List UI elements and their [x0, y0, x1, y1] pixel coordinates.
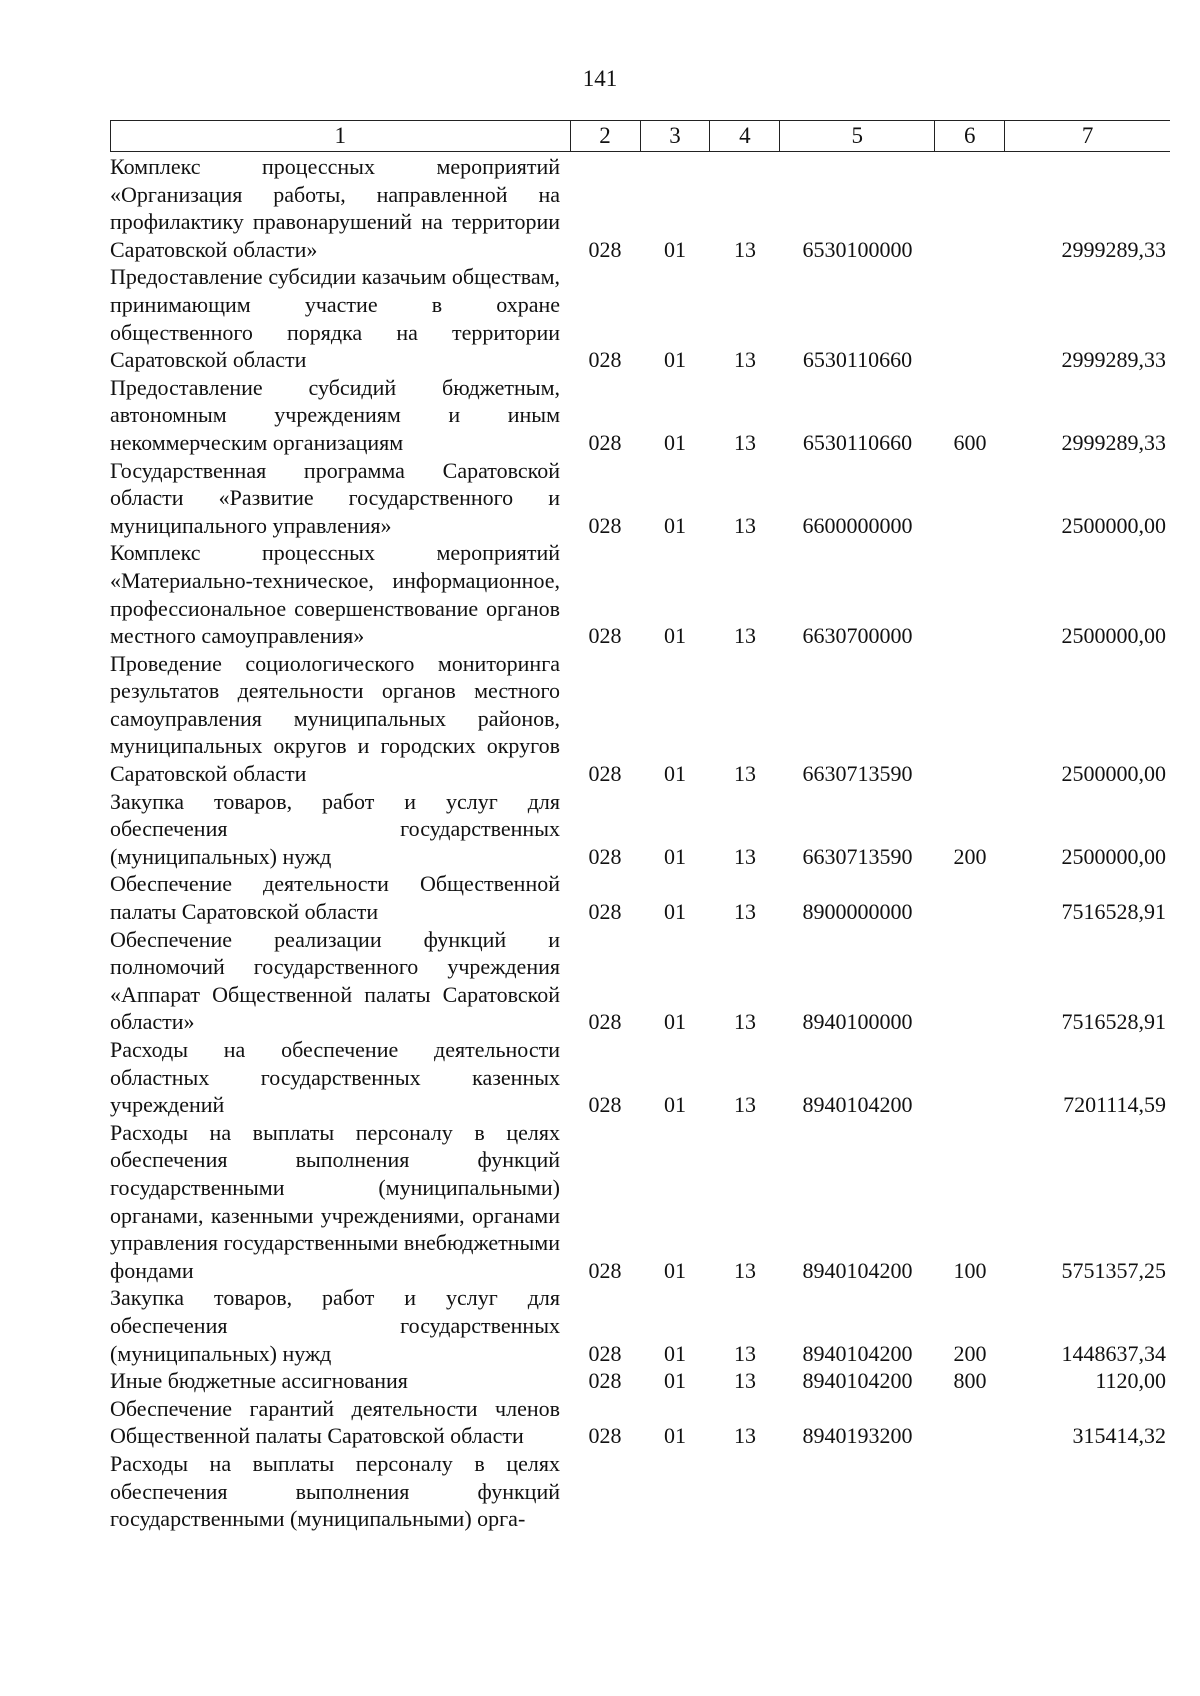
row-amount: 1120,00 — [1095, 1368, 1166, 1394]
row-description: Обеспечение гарантий деятельности членов Общественной палаты Саратовской области — [110, 1395, 560, 1449]
row-code-expense-type: 800 — [953, 1368, 987, 1394]
table-row — [110, 870, 1170, 925]
header-col-4: 4 — [710, 121, 780, 151]
header-col-1: 1 — [111, 121, 571, 151]
row-description: Обеспечение реализации функций и полномочий государственного учреждения «Аппарат Общественной палаты Саратовской области» — [110, 926, 560, 1035]
row-description: Закупка товаров, работ и услуг для обеспечения государственных (муниципальных) нужд — [110, 1285, 560, 1366]
row-amount: 2999289,33 — [1061, 347, 1166, 373]
row-code-target: 6630713590 — [802, 761, 913, 787]
row-code-section: 01 — [664, 623, 686, 649]
row-amount: 2500000,00 — [1061, 623, 1166, 649]
header-col-6: 6 — [935, 121, 1005, 151]
row-code-subsection: 13 — [734, 899, 756, 925]
row-code-subsection: 13 — [734, 1257, 756, 1283]
row-amount: 7516528,91 — [1061, 1009, 1166, 1035]
row-code-ministry: 028 — [588, 236, 622, 262]
table-body — [110, 153, 1170, 1533]
row-code-ministry: 028 — [588, 761, 622, 787]
row-code-expense-type: 600 — [953, 429, 987, 455]
row-amount: 7516528,91 — [1061, 899, 1166, 925]
row-code-section: 01 — [664, 1340, 686, 1366]
row-code-ministry: 028 — [588, 843, 622, 869]
row-code-subsection: 13 — [734, 761, 756, 787]
table-row — [110, 539, 1170, 649]
table-row — [110, 650, 1170, 788]
row-code-subsection: 13 — [734, 1092, 756, 1118]
row-amount: 2500000,00 — [1061, 843, 1166, 869]
table-row — [110, 374, 1170, 457]
row-code-ministry: 028 — [588, 1340, 622, 1366]
row-code-ministry: 028 — [588, 1257, 622, 1283]
row-description: Предоставление субсидий бюджетным, автономным учреждениям и иным некоммерческим организациям — [110, 374, 560, 455]
row-code-expense-type: 200 — [953, 1340, 987, 1366]
row-code-ministry: 028 — [588, 1092, 622, 1118]
row-description: Иные бюджетные ассигнования — [110, 1368, 408, 1394]
row-code-ministry: 028 — [588, 1368, 622, 1394]
row-code-section: 01 — [664, 1009, 686, 1035]
row-code-section: 01 — [664, 899, 686, 925]
table-row — [110, 788, 1170, 871]
row-description: Расходы на обеспечение деятельности областных государственных казенных учреждений — [110, 1037, 560, 1118]
row-code-ministry: 028 — [588, 623, 622, 649]
row-code-section: 01 — [664, 761, 686, 787]
row-code-ministry: 028 — [588, 347, 622, 373]
row-amount: 315414,32 — [1072, 1423, 1166, 1449]
row-description: Комплекс процессных мероприятий «Организация работы, направленной на профилактику правонарушений на территории Саратовской области» — [110, 154, 560, 262]
row-code-expense-type: 200 — [953, 843, 987, 869]
row-code-ministry: 028 — [588, 1009, 622, 1035]
row-amount: 2999289,33 — [1061, 236, 1166, 262]
row-code-target: 6530100000 — [802, 236, 913, 262]
row-code-subsection: 13 — [734, 623, 756, 649]
row-code-section: 01 — [664, 236, 686, 262]
row-amount: 1448637,34 — [1061, 1340, 1166, 1366]
row-code-target: 8940104200 — [802, 1368, 913, 1394]
row-code-section: 01 — [664, 843, 686, 869]
row-code-target: 8940193200 — [802, 1423, 913, 1449]
row-code-target: 6530110660 — [802, 429, 913, 455]
row-code-target: 6530110660 — [802, 347, 913, 373]
row-code-ministry: 028 — [588, 1423, 622, 1449]
row-description: Обеспечение деятельности Общественной палаты Саратовской области — [110, 871, 560, 925]
row-description: Предоставление субсидии казачьим обществам, принимающим участие в охране общественного порядка на территории Саратовской области — [110, 264, 560, 373]
table-row — [110, 1450, 1170, 1533]
row-amount: 5751357,25 — [1061, 1257, 1166, 1283]
row-code-section: 01 — [664, 1092, 686, 1118]
row-code-target: 8940104200 — [802, 1340, 913, 1366]
row-code-ministry: 028 — [588, 899, 622, 925]
header-col-2: 2 — [571, 121, 641, 151]
row-code-expense-type: 100 — [953, 1257, 987, 1283]
row-code-target: 6600000000 — [802, 512, 913, 538]
row-code-ministry: 028 — [588, 512, 622, 538]
row-code-subsection: 13 — [734, 1340, 756, 1366]
row-amount: 7201114,59 — [1063, 1092, 1166, 1118]
row-code-target: 8940104200 — [802, 1092, 913, 1118]
table-row — [110, 153, 1170, 263]
row-amount: 2500000,00 — [1061, 761, 1166, 787]
row-description: Комплекс процессных мероприятий «Материально-техническое, информационное, профессиональное совершенствование органов местного самоуправления» — [110, 540, 560, 649]
row-code-subsection: 13 — [734, 1009, 756, 1035]
row-description: Закупка товаров, работ и услуг для обеспечения государственных (муниципальных) нужд — [110, 788, 560, 869]
row-code-section: 01 — [664, 1257, 686, 1283]
table-row — [110, 1284, 1170, 1367]
table-row — [110, 926, 1170, 1036]
row-description: Расходы на выплаты персоналу в целях обеспечения выполнения функций государственными (муниципальными) орга- — [110, 1450, 560, 1532]
page-number: 141 — [582, 66, 618, 91]
row-code-section: 01 — [664, 512, 686, 538]
row-code-subsection: 13 — [734, 1368, 756, 1394]
row-code-section: 01 — [664, 1368, 686, 1394]
row-code-subsection: 13 — [734, 512, 756, 538]
row-code-section: 01 — [664, 429, 686, 455]
row-code-target: 6630700000 — [802, 623, 913, 649]
row-code-target: 8940104200 — [802, 1257, 913, 1283]
row-code-target: 8940100000 — [802, 1009, 913, 1035]
row-code-subsection: 13 — [734, 347, 756, 373]
row-description: Проведение социологического мониторинга результатов деятельности органов местного самоуправления муниципальных районов, муниципальных округов и городских округов Саратовской области — [110, 650, 560, 787]
row-description: Государственная программа Саратовской области «Развитие государственного и муниципального управления» — [110, 457, 560, 538]
row-amount: 2500000,00 — [1061, 512, 1166, 538]
row-code-target: 6630713590 — [802, 843, 913, 869]
table-row — [110, 263, 1170, 373]
row-code-section: 01 — [664, 347, 686, 373]
row-code-subsection: 13 — [734, 1423, 756, 1449]
row-code-subsection: 13 — [734, 429, 756, 455]
table-header — [110, 120, 1170, 152]
row-code-subsection: 13 — [734, 843, 756, 869]
row-code-section: 01 — [664, 1423, 686, 1449]
table-row — [110, 1395, 1170, 1450]
row-amount: 2999289,33 — [1061, 429, 1166, 455]
row-code-subsection: 13 — [734, 236, 756, 262]
table-row — [110, 457, 1170, 540]
row-description: Расходы на выплаты персоналу в целях обеспечения выполнения функций государственными (муниципальными) органами, казенными учреждениями, органами управления государственными внебюджетными фондами — [110, 1119, 560, 1283]
header-col-7: 7 — [1081, 123, 1094, 148]
header-col-3: 3 — [641, 121, 711, 151]
header-col-5: 5 — [780, 121, 935, 151]
table-row — [110, 1036, 1170, 1119]
row-code-ministry: 028 — [588, 429, 622, 455]
row-code-target: 8900000000 — [802, 899, 913, 925]
table-row — [110, 1119, 1170, 1285]
table-row — [110, 1367, 1170, 1395]
